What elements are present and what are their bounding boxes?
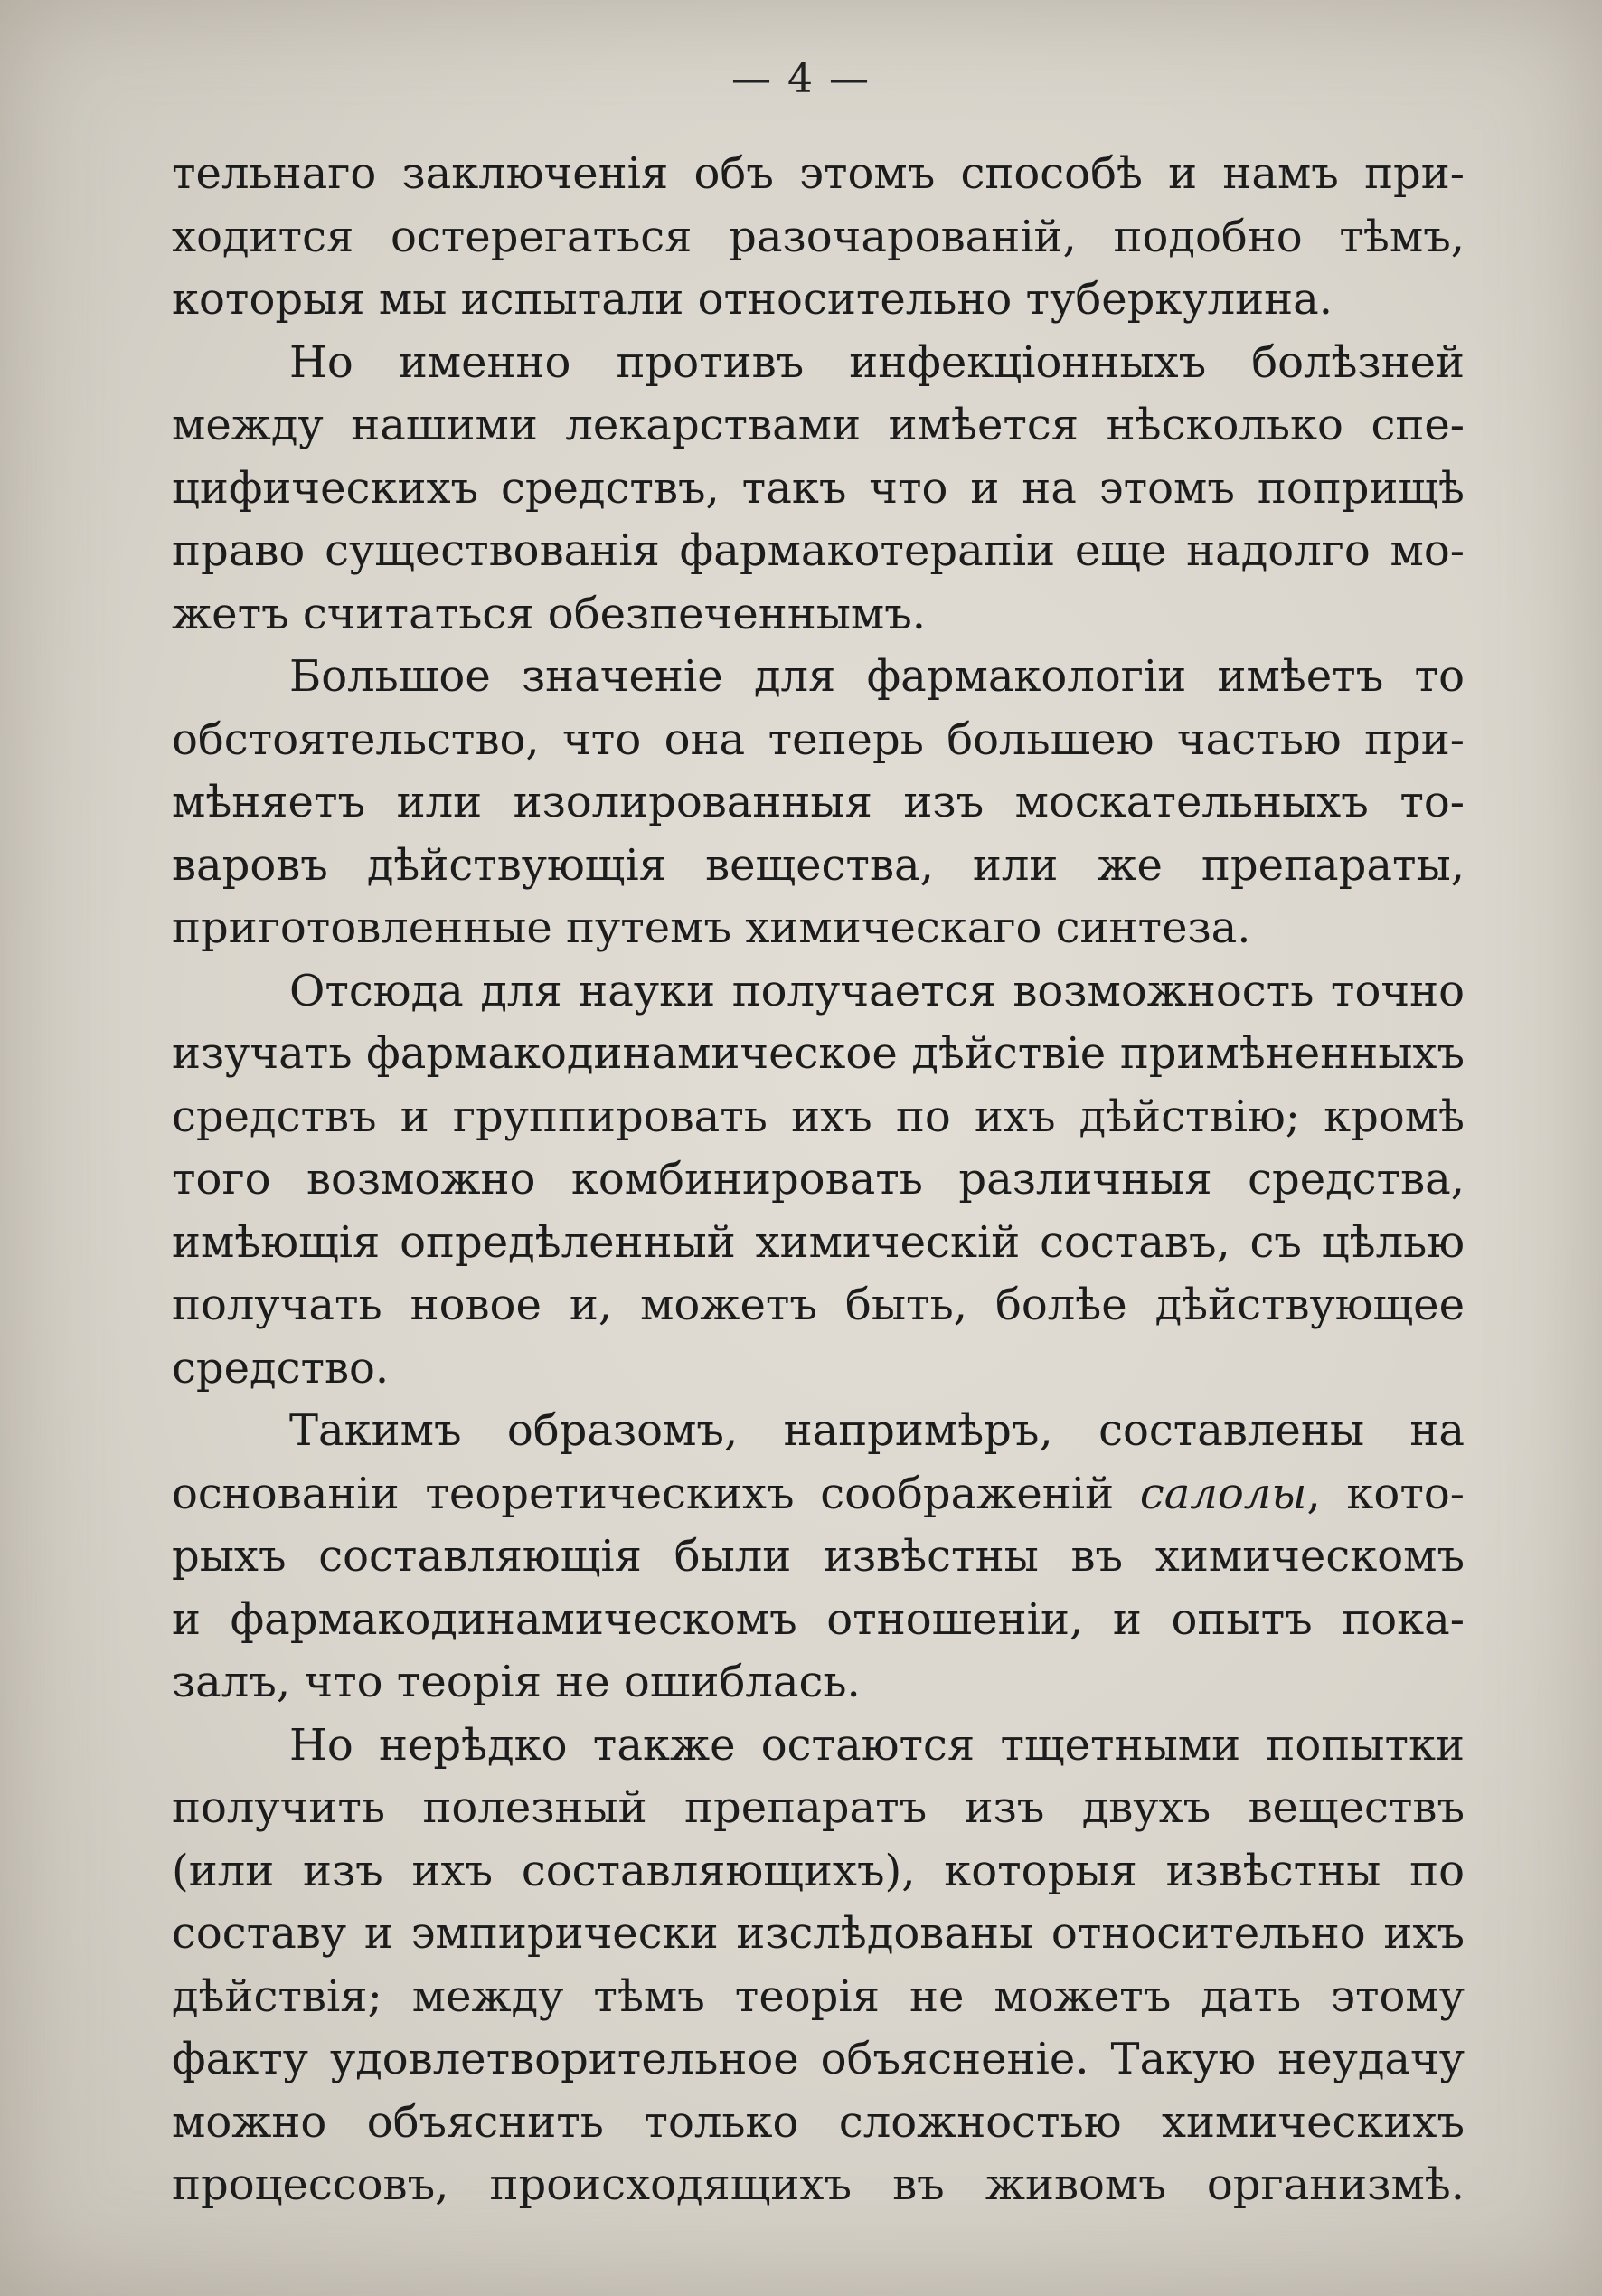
text-line: (или изъ ихъ составляющихъ), которыя извѣстны по (172, 1845, 1465, 1896)
text-line: средствъ и группировать ихъ по ихъ дѣйствію; кромѣ (172, 1091, 1465, 1142)
text-line: мѣняетъ или изолированныя изъ москательныхъ то- (172, 777, 1465, 827)
text-line: жетъ считаться обезпеченнымъ. (172, 588, 927, 639)
text-line: право существованія фармакотерапіи еще надолго мо- (172, 525, 1465, 576)
body-text (172, 143, 1465, 2217)
italic-term: салолы (1139, 1468, 1307, 1519)
text-line: того возможно комбинировать различныя средства, (172, 1154, 1465, 1205)
text-line: факту удовлетворительное объясненіе. Такую неудачу (172, 2034, 1465, 2084)
text-line: составу и эмпирически изслѣдованы относительно ихъ (172, 1908, 1465, 1959)
text-line: Но именно противъ инфекціонныхъ болѣзней (289, 336, 1465, 388)
page-number: — 4 — (731, 56, 871, 102)
text-line: можно объяснить только сложностью химическихъ (172, 2096, 1465, 2148)
text-line: средство. (172, 1342, 390, 1394)
text-line: рыхъ составляющія были извѣстны въ химическомъ (172, 1531, 1465, 1582)
text-line: и фармакодинамическомъ отношеніи, и опытъ пока- (172, 1593, 1465, 1645)
text-line: Но нерѣдко также остаются тщетными попытки (289, 1719, 1465, 1771)
text-line: дѣйствія; между тѣмъ теорія не можетъ дать этому (172, 1970, 1465, 2022)
text-line: получить полезный препаратъ изъ двухъ веществъ (172, 1782, 1465, 1833)
text-line: цифическихъ средствъ, такъ что и на этомъ поприщѣ (172, 462, 1465, 514)
text-line: приготовленные путемъ химическаго синтеза. (172, 902, 1251, 953)
text-line: которыя мы испытали относительно туберкулина. (172, 274, 1333, 325)
text-line: Большое значеніе для фармакологіи имѣетъ то (289, 651, 1465, 702)
text-line: Отсюда для науки получается возможность точно (289, 965, 1465, 1016)
text-line: имѣющія опредѣленный химическій составъ, съ цѣлью (172, 1216, 1465, 1268)
text-line: процессовъ, происходящихъ въ живомъ организмѣ. (172, 2159, 1465, 2210)
text-line: залъ, что теорія не ошиблась. (172, 1657, 861, 1707)
text-line-with-italic (172, 1463, 1465, 1526)
text-segment: основаніи теоретическихъ соображеній (172, 1468, 1115, 1519)
text-line: Такимъ образомъ, напримѣръ, составлены на (289, 1405, 1465, 1456)
text-line: варовъ дѣйствующія вещества, или же препараты, (172, 839, 1465, 891)
text-line: ходится остерегаться разочарованій, подобно тѣмъ, (172, 211, 1465, 262)
text-line: тельнаго заключенія объ этомъ способѣ и намъ при- (172, 148, 1465, 199)
text-segment: , кото- (1306, 1468, 1465, 1519)
text-line: изучать фармакодинамическое дѣйствіе примѣненныхъ (172, 1028, 1465, 1079)
text-line: между нашими лекарствами имѣется нѣсколько спе- (172, 400, 1465, 450)
text-line: обстоятельство, что она теперь большею частью при- (172, 713, 1465, 765)
text-line: получать новое и, можетъ быть, болѣе дѣйствующее (172, 1280, 1465, 1330)
